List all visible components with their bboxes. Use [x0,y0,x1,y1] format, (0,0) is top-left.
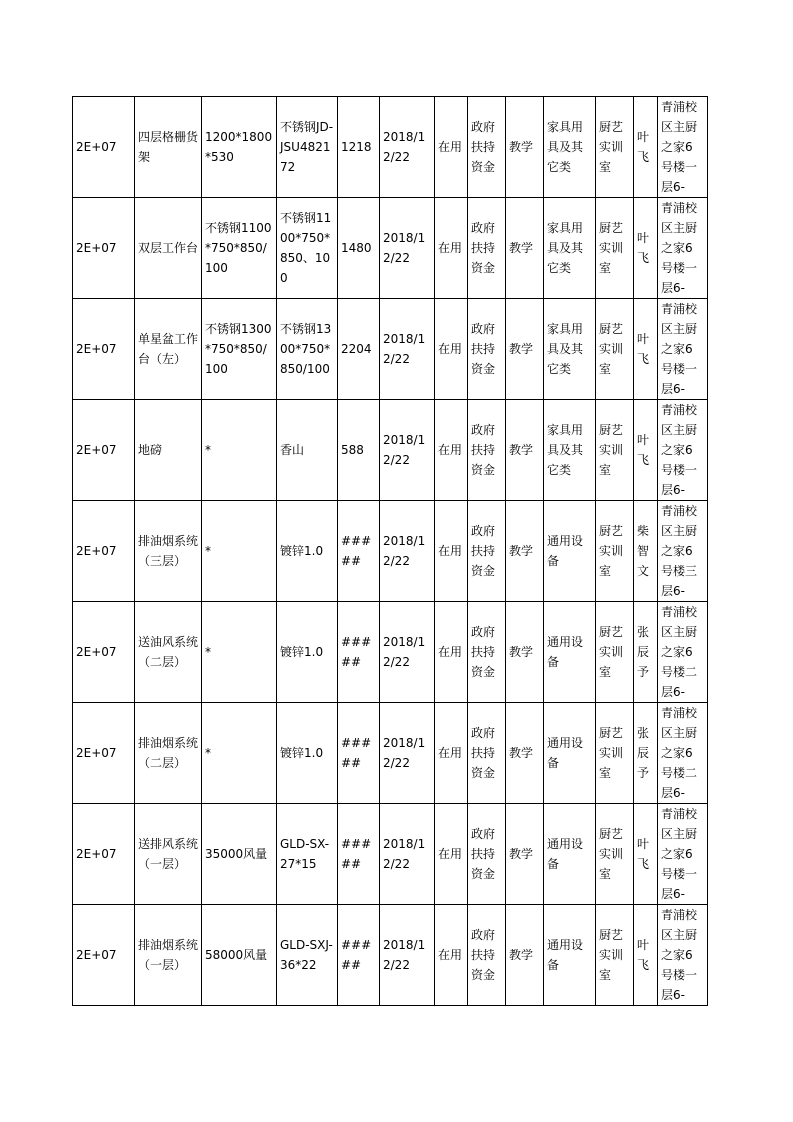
price-cell: ##### [338,804,380,905]
model-cell: 不锈钢1300*750*850/100 [277,299,338,400]
purchase-date-cell: 2018/12/22 [380,804,435,905]
room-cell: 厨艺实训室 [596,97,634,198]
room-cell: 厨艺实训室 [596,400,634,501]
funding-source-cell: 政府扶持资金 [468,602,506,703]
usage-cell: 教学 [506,905,544,1006]
spec-cell: 不锈钢1300*750*850/100 [202,299,277,400]
asset-code-cell: 2E+07 [73,804,135,905]
purchase-date-cell: 2018/12/22 [380,905,435,1006]
price-cell: 2204 [338,299,380,400]
table-row [73,299,708,400]
price-cell: ##### [338,602,380,703]
usage-cell: 教学 [506,602,544,703]
asset-name-cell: 排油烟系统（三层） [135,501,202,602]
funding-source-cell: 政府扶持资金 [468,703,506,804]
asset-code-cell: 2E+07 [73,501,135,602]
category-cell: 家具用具及其它类 [544,97,596,198]
table-row [73,602,708,703]
price-cell: 588 [338,400,380,501]
price-cell: ##### [338,703,380,804]
funding-source-cell: 政府扶持资金 [468,299,506,400]
location-cell: 青浦校区主厨之家6号楼一层6- [658,905,708,1006]
asset-code-cell: 2E+07 [73,703,135,804]
asset-code-cell: 2E+07 [73,905,135,1006]
status-cell: 在用 [435,703,468,804]
purchase-date-cell: 2018/12/22 [380,198,435,299]
asset-name-cell: 送排风系统（一层） [135,804,202,905]
usage-cell: 教学 [506,97,544,198]
usage-cell: 教学 [506,501,544,602]
usage-cell: 教学 [506,299,544,400]
asset-table [72,96,708,1006]
custodian-cell: 叶飞 [634,804,658,905]
spec-cell: 1200*1800*530 [202,97,277,198]
category-cell: 通用设备 [544,703,596,804]
spec-cell: 58000风量 [202,905,277,1006]
spec-cell: * [202,400,277,501]
table-row [73,501,708,602]
asset-name-cell: 送油风系统（二层） [135,602,202,703]
status-cell: 在用 [435,400,468,501]
table-body [73,97,708,1006]
usage-cell: 教学 [506,703,544,804]
table-row [73,804,708,905]
spec-cell: 35000风量 [202,804,277,905]
custodian-cell: 叶飞 [634,400,658,501]
custodian-cell: 张辰予 [634,703,658,804]
purchase-date-cell: 2018/12/22 [380,299,435,400]
asset-code-cell: 2E+07 [73,97,135,198]
price-cell: 1218 [338,97,380,198]
model-cell: 镀锌1.0 [277,703,338,804]
purchase-date-cell: 2018/12/22 [380,501,435,602]
status-cell: 在用 [435,905,468,1006]
status-cell: 在用 [435,299,468,400]
room-cell: 厨艺实训室 [596,602,634,703]
asset-name-cell: 地磅 [135,400,202,501]
custodian-cell: 叶飞 [634,905,658,1006]
location-cell: 青浦校区主厨之家6号楼三层6- [658,501,708,602]
model-cell: 镀锌1.0 [277,501,338,602]
funding-source-cell: 政府扶持资金 [468,97,506,198]
location-cell: 青浦校区主厨之家6号楼一层6- [658,97,708,198]
price-cell: ##### [338,905,380,1006]
usage-cell: 教学 [506,400,544,501]
custodian-cell: 叶飞 [634,97,658,198]
spec-cell: 不锈钢1100*750*850/100 [202,198,277,299]
custodian-cell: 叶飞 [634,299,658,400]
purchase-date-cell: 2018/12/22 [380,703,435,804]
location-cell: 青浦校区主厨之家6号楼一层6- [658,804,708,905]
location-cell: 青浦校区主厨之家6号楼一层6- [658,299,708,400]
status-cell: 在用 [435,602,468,703]
funding-source-cell: 政府扶持资金 [468,905,506,1006]
room-cell: 厨艺实训室 [596,299,634,400]
room-cell: 厨艺实训室 [596,905,634,1006]
model-cell: GLD-SXJ-36*22 [277,905,338,1006]
asset-code-cell: 2E+07 [73,198,135,299]
asset-code-cell: 2E+07 [73,299,135,400]
status-cell: 在用 [435,804,468,905]
table-row [73,97,708,198]
location-cell: 青浦校区主厨之家6号楼一层6- [658,400,708,501]
model-cell: 香山 [277,400,338,501]
usage-cell: 教学 [506,804,544,905]
category-cell: 家具用具及其它类 [544,400,596,501]
funding-source-cell: 政府扶持资金 [468,198,506,299]
table-row [73,703,708,804]
funding-source-cell: 政府扶持资金 [468,501,506,602]
spec-cell: * [202,602,277,703]
funding-source-cell: 政府扶持资金 [468,400,506,501]
asset-name-cell: 双层工作台 [135,198,202,299]
purchase-date-cell: 2018/12/22 [380,602,435,703]
table-row [73,905,708,1006]
status-cell: 在用 [435,198,468,299]
asset-name-cell: 排油烟系统（二层） [135,703,202,804]
custodian-cell: 柴智文 [634,501,658,602]
model-cell: 不锈钢1100*750*850、100 [277,198,338,299]
funding-source-cell: 政府扶持资金 [468,804,506,905]
location-cell: 青浦校区主厨之家6号楼二层6- [658,703,708,804]
category-cell: 家具用具及其它类 [544,198,596,299]
purchase-date-cell: 2018/12/22 [380,97,435,198]
model-cell: 镀锌1.0 [277,602,338,703]
category-cell: 通用设备 [544,905,596,1006]
purchase-date-cell: 2018/12/22 [380,400,435,501]
custodian-cell: 张辰予 [634,602,658,703]
model-cell: 不锈钢JD-JSU482172 [277,97,338,198]
room-cell: 厨艺实训室 [596,703,634,804]
asset-name-cell: 四层格栅货架 [135,97,202,198]
spec-cell: * [202,501,277,602]
price-cell: 1480 [338,198,380,299]
location-cell: 青浦校区主厨之家6号楼一层6- [658,198,708,299]
spec-cell: * [202,703,277,804]
asset-name-cell: 排油烟系统（一层） [135,905,202,1006]
category-cell: 通用设备 [544,804,596,905]
asset-name-cell: 单星盆工作台（左） [135,299,202,400]
category-cell: 通用设备 [544,501,596,602]
asset-code-cell: 2E+07 [73,602,135,703]
usage-cell: 教学 [506,198,544,299]
price-cell: ##### [338,501,380,602]
room-cell: 厨艺实训室 [596,198,634,299]
table-row [73,198,708,299]
location-cell: 青浦校区主厨之家6号楼二层6- [658,602,708,703]
status-cell: 在用 [435,501,468,602]
table-row [73,400,708,501]
category-cell: 通用设备 [544,602,596,703]
room-cell: 厨艺实训室 [596,804,634,905]
room-cell: 厨艺实训室 [596,501,634,602]
asset-code-cell: 2E+07 [73,400,135,501]
model-cell: GLD-SX-27*15 [277,804,338,905]
status-cell: 在用 [435,97,468,198]
custodian-cell: 叶飞 [634,198,658,299]
category-cell: 家具用具及其它类 [544,299,596,400]
